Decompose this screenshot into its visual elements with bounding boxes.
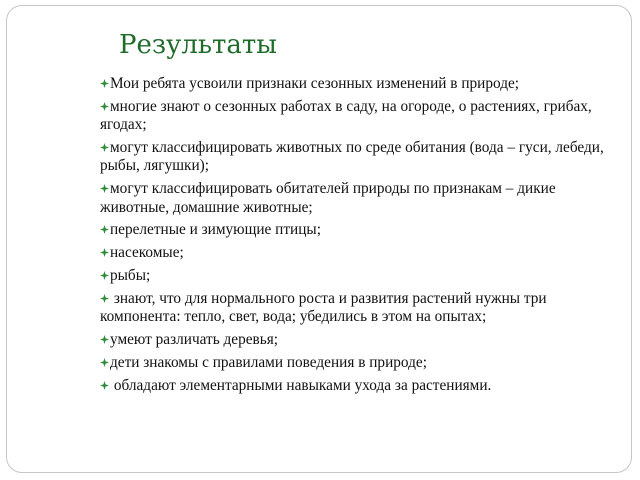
slide-title: Результаты	[119, 30, 277, 60]
diamond-bullet-icon	[100, 184, 109, 193]
list-item-text: Мои ребята усвоили признаки сезонных изменений в природе;	[110, 75, 520, 92]
list-item	[100, 180, 610, 217]
diamond-bullet-icon	[100, 143, 109, 152]
list-item-text: умеют различать деревья;	[110, 331, 279, 348]
diamond-bullet-icon	[100, 102, 109, 111]
list-item	[100, 331, 610, 349]
results-list	[100, 75, 610, 399]
diamond-bullet-icon	[100, 294, 109, 303]
list-item	[100, 290, 610, 327]
list-item-text: дети знакомы с правилами поведения в природе;	[110, 353, 427, 371]
list-item-text: многие знают о сезонных работах в саду, на огороде, о растениях, грибах, ягодах;	[100, 97, 592, 134]
list-item-text: обладают элементарными навыками ухода за растениями.	[110, 376, 492, 394]
list-item	[100, 139, 610, 176]
list-item-text: могут классифицировать обитателей природы по признакам – дикие животные, домашние животные;	[100, 180, 556, 216]
list-item	[100, 267, 610, 285]
list-item-text: рыбы;	[110, 267, 151, 284]
diamond-bullet-icon	[100, 248, 109, 257]
list-item	[100, 354, 610, 372]
diamond-bullet-icon	[100, 381, 109, 390]
list-item	[100, 221, 610, 239]
list-item	[100, 75, 610, 93]
list-item-text: насекомые;	[110, 244, 184, 262]
list-item-text: знают, что для нормального роста и развития растений нужны три компонента: тепло, свет, вода; убедились в этом на опытах;	[100, 289, 551, 326]
list-item-text: могут классифицировать животных по среде обитания (вода – гуси, лебеди, рыбы, лягушки);	[100, 139, 604, 175]
diamond-bullet-icon	[100, 358, 109, 367]
diamond-bullet-icon	[100, 335, 109, 344]
list-item	[100, 244, 610, 262]
list-item	[100, 98, 610, 135]
diamond-bullet-icon	[100, 79, 109, 88]
diamond-bullet-icon	[100, 225, 109, 234]
list-item-text: перелетные и зимующие птицы;	[110, 221, 321, 239]
diamond-bullet-icon	[100, 271, 109, 280]
list-item	[100, 377, 610, 395]
